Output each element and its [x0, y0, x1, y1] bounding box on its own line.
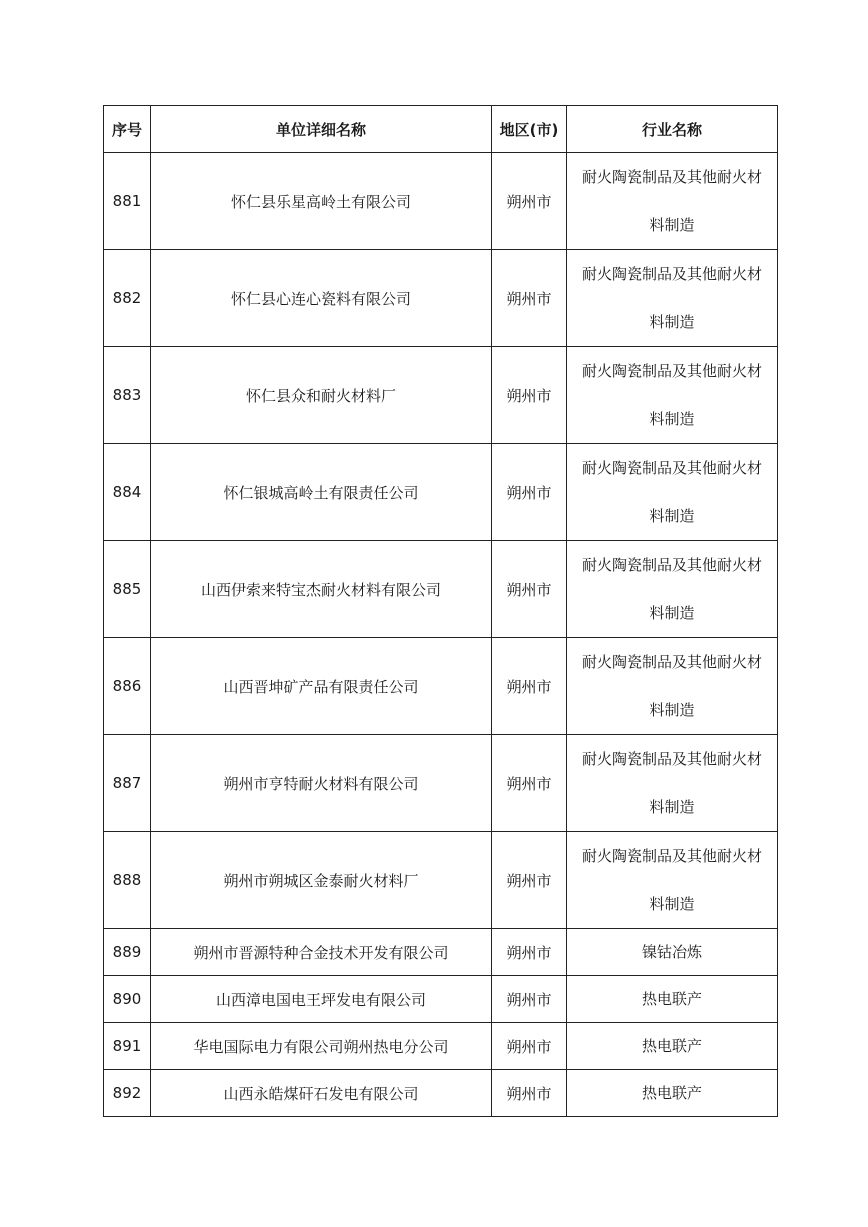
row-number: 889 [104, 929, 151, 976]
industry: 耐火陶瓷制品及其他耐火材料制造 [567, 444, 778, 541]
region: 朔州市 [492, 735, 567, 832]
row-number: 885 [104, 541, 151, 638]
table-row [104, 347, 778, 444]
industry: 热电联产 [567, 1070, 778, 1117]
enterprise-table [103, 105, 778, 1117]
header-no: 序号 [104, 106, 151, 153]
company-name: 山西晋坤矿产品有限责任公司 [151, 638, 492, 735]
region: 朔州市 [492, 832, 567, 929]
header-name: 单位详细名称 [151, 106, 492, 153]
company-name: 朔州市晋源特种合金技术开发有限公司 [151, 929, 492, 976]
row-number: 882 [104, 250, 151, 347]
region: 朔州市 [492, 347, 567, 444]
company-name: 怀仁县乐星高岭土有限公司 [151, 153, 492, 250]
industry: 耐火陶瓷制品及其他耐火材料制造 [567, 832, 778, 929]
company-name: 朔州市朔城区金泰耐火材料厂 [151, 832, 492, 929]
row-number: 888 [104, 832, 151, 929]
table-row [104, 735, 778, 832]
company-name: 山西漳电国电王坪发电有限公司 [151, 976, 492, 1023]
row-number: 887 [104, 735, 151, 832]
company-name: 怀仁县心连心瓷料有限公司 [151, 250, 492, 347]
row-number: 886 [104, 638, 151, 735]
company-name: 山西伊索来特宝杰耐火材料有限公司 [151, 541, 492, 638]
region: 朔州市 [492, 153, 567, 250]
table-row [104, 250, 778, 347]
row-number: 891 [104, 1023, 151, 1070]
industry: 耐火陶瓷制品及其他耐火材料制造 [567, 735, 778, 832]
industry: 热电联产 [567, 1023, 778, 1070]
company-name: 怀仁银城高岭土有限责任公司 [151, 444, 492, 541]
industry: 耐火陶瓷制品及其他耐火材料制造 [567, 153, 778, 250]
company-name: 山西永皓煤矸石发电有限公司 [151, 1070, 492, 1117]
table-row [104, 1070, 778, 1117]
industry: 耐火陶瓷制品及其他耐火材料制造 [567, 541, 778, 638]
row-number: 884 [104, 444, 151, 541]
table-row [104, 1023, 778, 1070]
table-header-row [104, 106, 778, 153]
region: 朔州市 [492, 976, 567, 1023]
company-name: 朔州市亨特耐火材料有限公司 [151, 735, 492, 832]
row-number: 890 [104, 976, 151, 1023]
table-row [104, 638, 778, 735]
table-row [104, 444, 778, 541]
industry: 镍钴冶炼 [567, 929, 778, 976]
region: 朔州市 [492, 1023, 567, 1070]
region: 朔州市 [492, 1070, 567, 1117]
header-region: 地区(市) [492, 106, 567, 153]
region: 朔州市 [492, 541, 567, 638]
row-number: 881 [104, 153, 151, 250]
table-row [104, 929, 778, 976]
industry: 热电联产 [567, 976, 778, 1023]
company-name: 怀仁县众和耐火材料厂 [151, 347, 492, 444]
region: 朔州市 [492, 638, 567, 735]
table-row [104, 976, 778, 1023]
region: 朔州市 [492, 444, 567, 541]
table-row [104, 832, 778, 929]
table-row [104, 153, 778, 250]
row-number: 883 [104, 347, 151, 444]
table-row [104, 541, 778, 638]
header-industry: 行业名称 [567, 106, 778, 153]
industry: 耐火陶瓷制品及其他耐火材料制造 [567, 250, 778, 347]
row-number: 892 [104, 1070, 151, 1117]
region: 朔州市 [492, 250, 567, 347]
industry: 耐火陶瓷制品及其他耐火材料制造 [567, 347, 778, 444]
company-name: 华电国际电力有限公司朔州热电分公司 [151, 1023, 492, 1070]
industry: 耐火陶瓷制品及其他耐火材料制造 [567, 638, 778, 735]
region: 朔州市 [492, 929, 567, 976]
